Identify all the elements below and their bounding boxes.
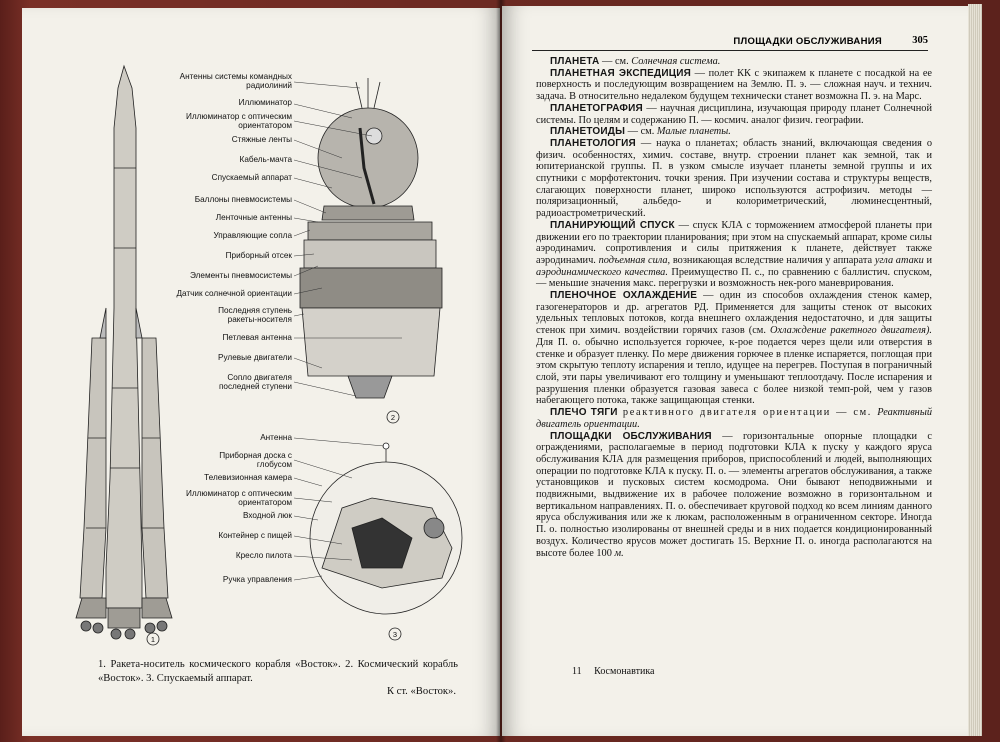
label-last-stage-nozzle: Сопло двигателя последней ступени <box>218 373 292 391</box>
entry-planiruyushchiy-spusk: ПЛАНИРУЮЩИЙ СПУСК — спуск КЛА с торможением атмосферой планеты при движении его по траектории планирования; при этом на спускаемый аппарат, кроме силы аэродинамич. сопротивления и силы притяжения к планете, действует также аэродинамич. подъемная сила, возникающая вследствие наличия у аппарата угла атаки и аэродинамического качества. Преимущество П. с., по сравнению с баллистич. спуском, — меньшие значения макс. перегрузки и возможность нек-рого маневрирования. <box>536 219 932 290</box>
entry-plenochnoe-okhlazhdenie: ПЛЕНОЧНОЕ ОХЛАЖДЕНИЕ — один из способов охлаждения стенок камер, газогенераторов и др. агрегатов РД. Применяется для защиты стенок от высоких удельных тепловых потоков, когда внешнего охлаждения недостаточно, и для защиты стенок при химич. воздействии горячих газов (см. Охлаждение ракетного двигателя). Для П. о. обычно используется горючее, к-рое подается через щели или отверстия в стенке и образует пленку. По мере движения горючее в пленке испаряется, поглощая при этом скрытую теплоту испарения и тепло, идущее на перегрев. Поступая в пограничный слой, эти пары увеличивают его толщину и уменьшают теплоотдачу. После испарения и разрушения пленки образуется газовая завеса с более низкой темп-рой, чем у газов набегающего потока, также защищающая стенки. <box>536 290 932 407</box>
entry-plecho-tyagi: ПЛЕЧО ТЯГИ реактивного двигателя ориентации — см. Реактивный двигатель ориентации. <box>536 407 932 430</box>
entry-ploshchadki-obsluzhivaniya: ПЛОЩАДКИ ОБСЛУЖИВАНИЯ — горизонтальные опорные площадки с ограждениями, располагаемые в период подготовки КЛА к пуску у каждого яруса обслуживания КЛА для размещения приборов, приспособлений и людей, выполняющих операции по подготовке КЛА к пуску. П. о. — элементы агрегатов обслуживания, а также установщиков и пусковых систем космодрома. Они бывают неподвижными и подвижными, выдвижение их в рабочее положение возможно в горизонтальном и вертикальном направлениях. П. о. обеспечивает круговой подход ко всем линиям данного яруса обслуживания или же к люкам, расположенным в ограниченном секторе. Иногда П. о. полностью изолированы от внешней среды и в них подается кондиционированный воздух. Количество ярусов может достигать 15. Верхние П. о. иногда располагаются на высоте более 100 м. <box>536 430 933 559</box>
entry-planetnaya-ekspeditsiya: ПЛАНЕТНАЯ ЭКСПЕДИЦИЯ — полет КК с экипажем к планете с посадкой на ее поверхность и последующим возвращением на Землю. П. э. — сложная науч. и технич. задача. В относительно недалеком будущем технически станет возможна П. э. на Марс. <box>536 67 932 103</box>
page-footer <box>572 666 664 677</box>
label-control-handle: Ручка управления <box>222 575 292 584</box>
page-edges <box>968 4 982 736</box>
figure-caption: 1. Ракета-носитель космического корабля «Восток». 2. Космический корабль «Восток». 3. Спускаемый аппарат. <box>98 659 458 684</box>
entry-planetoidy: ПЛАНЕТОИДЫ — см. Малые планеты. <box>550 126 731 138</box>
figure-number-2: 2 <box>390 413 396 422</box>
label-porthole-optical-2: Иллюминатор с оптическим ориентатором <box>185 489 292 507</box>
entry-planetografiya: ПЛАНЕТОГРАФИЯ — научная дисциплина, изучающая природу планет Солнечной системы. По целям и содержанию П. — космич. аналог физич. географии. <box>536 102 932 126</box>
label-last-stage: Последняя ступень ракеты-носителя <box>218 306 292 324</box>
article-text <box>536 56 932 559</box>
label-entry-hatch: Входной люк <box>243 511 292 520</box>
running-header <box>532 34 928 51</box>
rocket-drawing <box>76 66 172 639</box>
label-tie-bands: Стяжные ленты <box>231 135 292 144</box>
label-pneumatic-tanks: Баллоны пневмосистемы <box>194 195 292 204</box>
label-command-antennas: Антенны системы командных радиолиний <box>179 72 292 90</box>
label-porthole: Иллюминатор <box>238 98 292 107</box>
label-pilot-seat: Кресло пилота <box>235 551 292 560</box>
label-pneumatic-elements: Элементы пневмосистемы <box>190 271 292 280</box>
label-cable-mast: Кабель-мачта <box>239 155 292 164</box>
label-food-container: Контейнер с пищей <box>218 531 292 540</box>
label-control-nozzles: Управляющие сопла <box>213 231 292 240</box>
label-steering-engines: Рулевые двигатели <box>218 353 292 362</box>
label-sun-sensor: Датчик солнечной ориентации <box>176 289 292 298</box>
header-title: ПЛОЩАДКИ ОБСЛУЖИВАНИЯ <box>733 36 882 47</box>
left-page <box>22 8 500 736</box>
label-tv-camera: Телевизионная камера <box>204 473 292 482</box>
entry-planetologiya: ПЛАНЕТОЛОГИЯ — наука о планетах; область знаний, включающая сведения о физич. особенностях, химич. составе, внутр. строении планет как земной, так и юпитерианской группы. П. в узком смысле изучает планеты земной группы и их спутники с морфотектонич. точки зрения. При изучении состава и структуры веществ, слагающих поверхности планет, широко используются астрофизич. методы — поляризационный, альбедо- и колориметрический, люминесцентный, радиоастрометрический. <box>536 137 932 220</box>
signature-title: Космонавтика <box>594 666 655 677</box>
page-number: 305 <box>912 35 928 46</box>
right-page <box>502 6 968 736</box>
label-instrument-panel: Приборная доска с глобусом <box>219 451 292 469</box>
descent-capsule-drawing <box>310 443 462 614</box>
label-loop-antenna: Петлевая антенна <box>222 333 292 342</box>
label-instrument-section: Приборный отсек <box>225 251 292 260</box>
figure-number-3: 3 <box>392 630 398 639</box>
label-descent-module: Спускаемый аппарат <box>211 173 292 182</box>
figure-number-1: 1 <box>150 635 156 644</box>
entry-planeta: ПЛАНЕТА — см. Солнечная система. <box>550 56 721 67</box>
signature-number: 11 <box>572 666 582 677</box>
caption-reference: К ст. «Восток». <box>386 686 456 697</box>
label-ribbon-antennas: Ленточные антенны <box>215 213 292 222</box>
label-porthole-optical: Иллюминатор с оптическим ориентатором <box>185 112 292 130</box>
label-antenna: Антенна <box>260 433 292 442</box>
